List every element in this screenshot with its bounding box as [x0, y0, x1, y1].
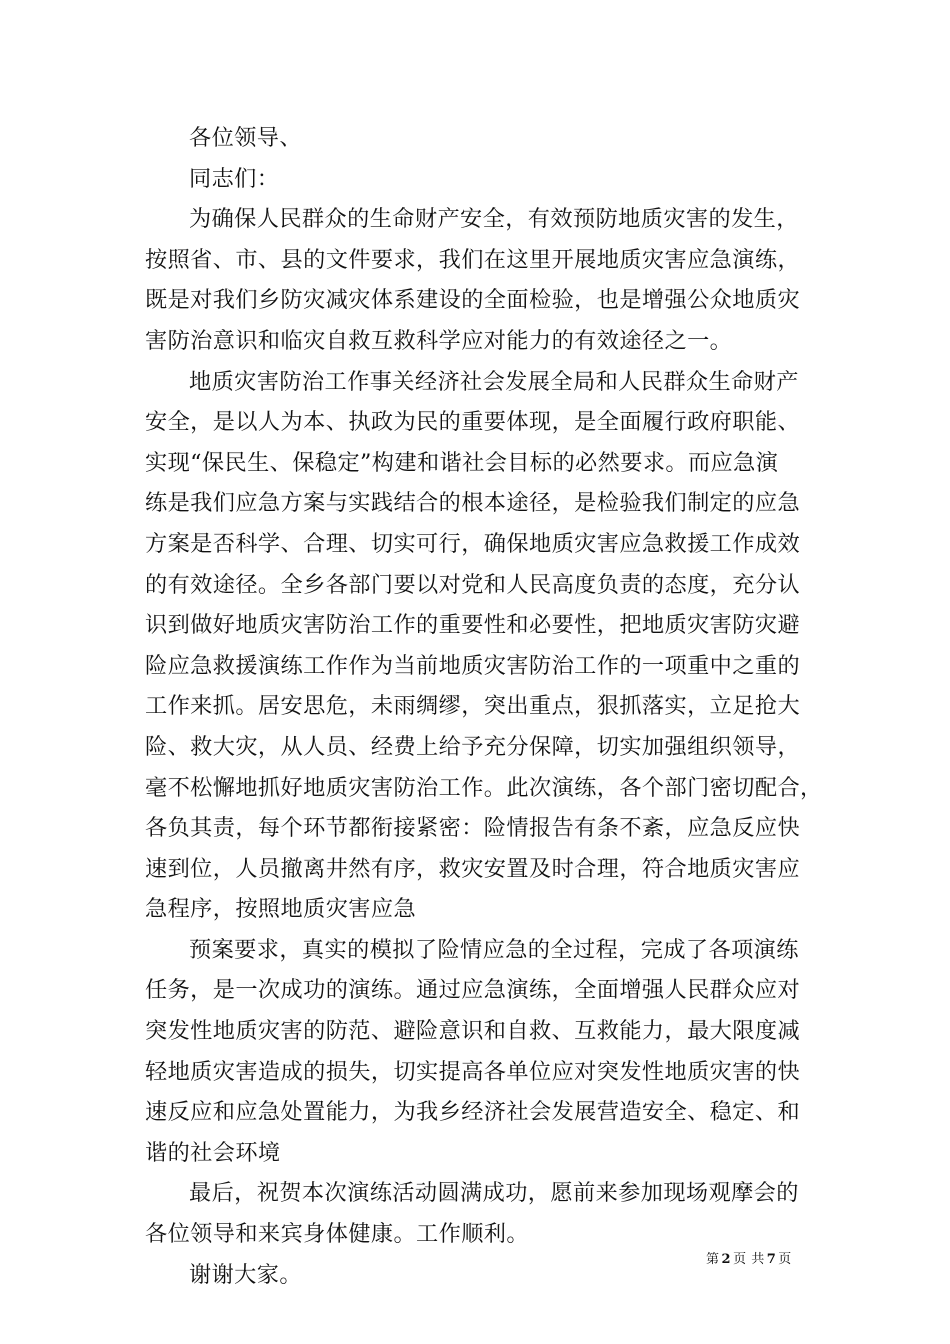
text-line: 的有效途径。全乡各部门要以对党和人民高度负责的态度，充分认 [145, 571, 801, 598]
text-line: 任务，是一次成功的演练。通过应急演练，全面增强人民群众应对 [145, 977, 801, 1004]
text-line: 毫不松懈地抓好地质灾害防治工作。此次演练，各个部门密切配合， [145, 774, 823, 801]
text-line: 识到做好地质灾害防治工作的重要性和必要性，把地质灾害防灾避 [145, 612, 801, 639]
greeting-line: 各位领导、 [189, 125, 302, 151]
text-line: 速到位，人员撤离井然有序，救灾安置及时合理，符合地质灾害应 [145, 855, 801, 882]
current-page-number: 2 [721, 1252, 732, 1267]
closing-line: 谢谢大家。 [189, 1261, 302, 1288]
text-line: 地质灾害防治工作事关经济社会发展全局和人民群众生命财产 [189, 368, 799, 395]
text-line: 谐的社会环境 [145, 1139, 281, 1166]
total-page-number: 7 [766, 1252, 777, 1267]
document-body [145, 118, 823, 1295]
text-line: 速反应和应急处置能力，为我乡经济社会发展营造安全、稳定、和 [145, 1099, 801, 1126]
text-line: 害防治意识和临灾自救互救科学应对能力的有效途径之一。 [145, 327, 733, 354]
text-line: 实现“保民生、保稳定”构建和谐社会目标的必然要求。而应急演 [145, 449, 779, 476]
text-line: 险应急救援演练工作作为当前地质灾害防治工作的一项重中之重的 [145, 652, 801, 679]
text-line: 既是对我们乡防灾减灾体系建设的全面检验，也是增强公众地质灾 [145, 287, 801, 314]
footer-middle: 页 共 [733, 1252, 765, 1267]
text-line: 急程序，按照地质灾害应急 [145, 896, 417, 923]
text-line: 各位领导和来宾身体健康。工作顺利。 [145, 1221, 529, 1248]
page-number-footer [706, 1248, 792, 1267]
paragraph-2 [145, 362, 823, 930]
text-line: 工作来抓。居安思危，未雨绸缪，突出重点，狠抓落实，立足抢大 [145, 693, 801, 720]
paragraph-1 [145, 199, 823, 361]
footer-suffix: 页 [778, 1252, 792, 1267]
text-line: 险、救大灾，从人员、经费上给予充分保障，切实加强组织领导， [145, 733, 801, 760]
text-line: 轻地质灾害造成的损失，切实提高各单位应对突发性地质灾害的快 [145, 1058, 801, 1085]
text-line: 预案要求，真实的模拟了险情应急的全过程，完成了各项演练 [189, 936, 799, 963]
paragraph-3 [145, 930, 823, 1174]
text-line: 按照省、市、县的文件要求，我们在这里开展地质灾害应急演练， [145, 246, 801, 273]
paragraph-4 [145, 1173, 823, 1254]
text-line: 为确保人民群众的生命财产安全，有效预防地质灾害的发生， [189, 206, 799, 233]
greeting-line: 同志们： [189, 165, 280, 192]
text-line: 方案是否科学、合理、切实可行，确保地质灾害应急救援工作成效 [145, 530, 801, 557]
footer-prefix: 第 [706, 1252, 720, 1267]
text-line: 安全，是以人为本、执政为民的重要体现，是全面履行政府职能、 [145, 409, 801, 436]
text-line: 各负其责，每个环节都衔接紧密：险情报告有条不紊，应急反应快 [145, 815, 801, 842]
text-line: 最后，祝贺本次演练活动圆满成功，愿前来参加现场观摩会的 [189, 1180, 799, 1207]
text-line: 练是我们应急方案与实践结合的根本途径，是检验我们制定的应急 [145, 490, 801, 517]
text-line: 突发性地质灾害的防范、避险意识和自救、互救能力，最大限度减 [145, 1018, 801, 1045]
